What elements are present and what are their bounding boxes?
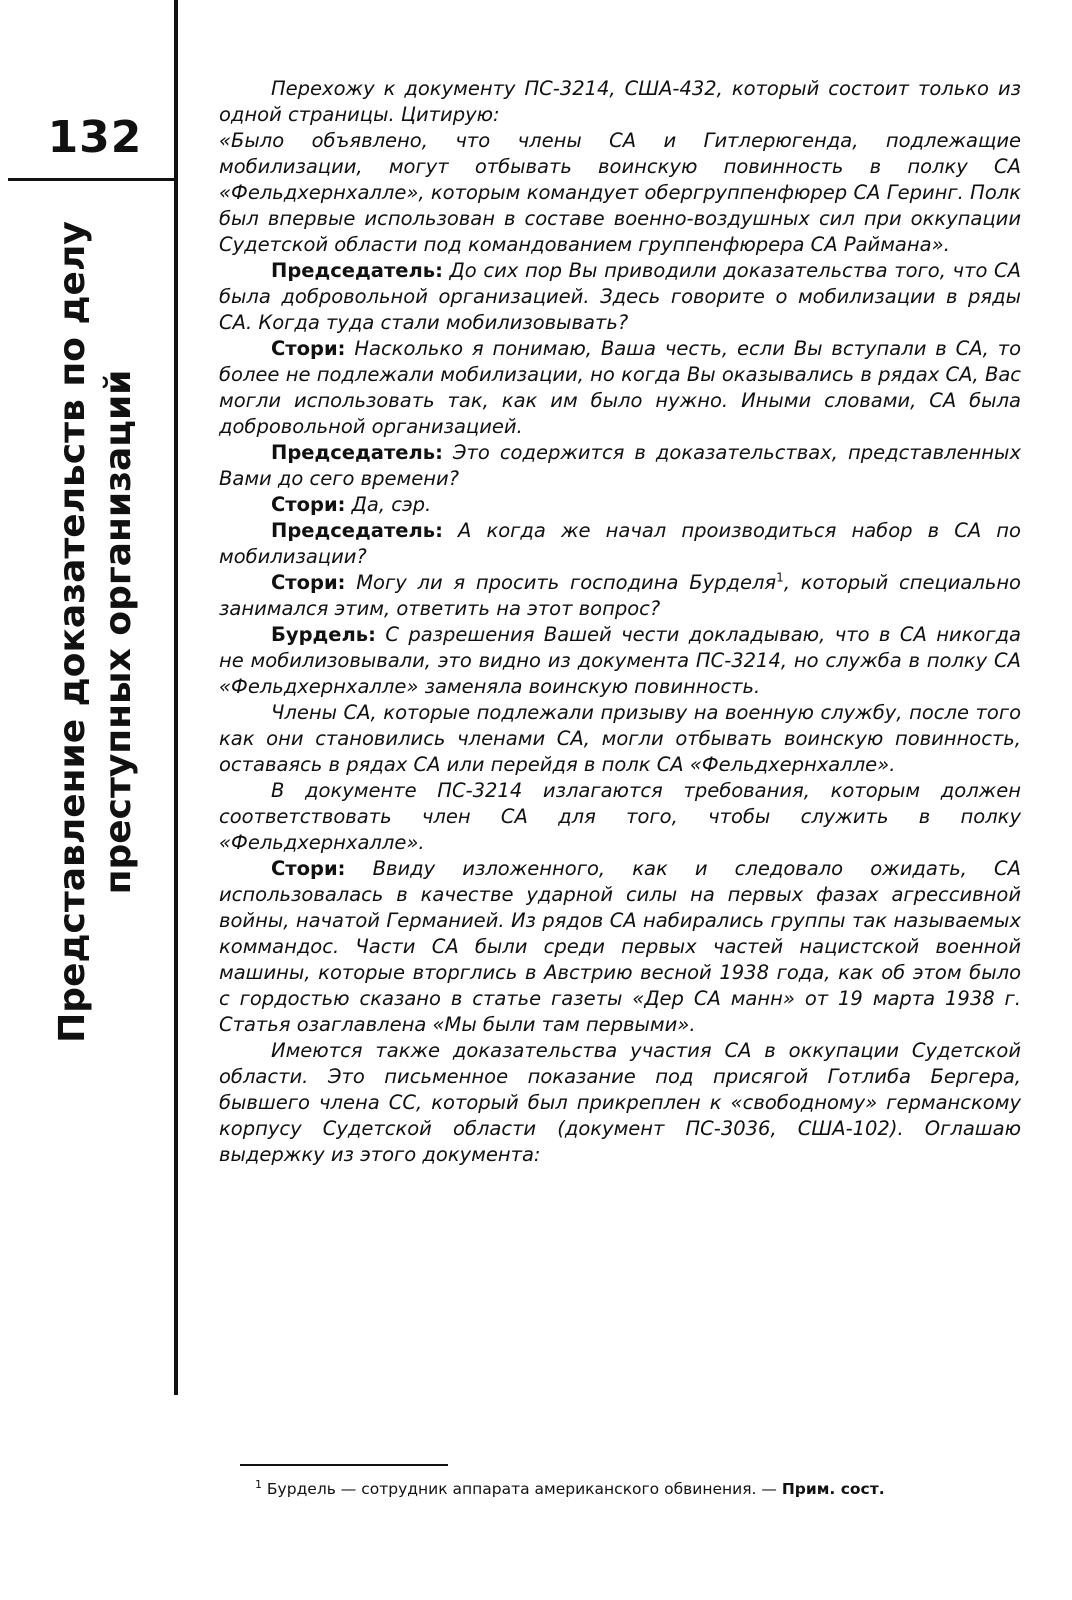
dialogue-line [219,336,1021,440]
speech-text: До сих пор Вы приводили доказательства того, что СА была добровольной организацией. Здесь говорите о мобилизации в ряды СА. Когда туда стали мобилизовывать? [219,259,1021,334]
running-head [50,172,150,1092]
dialogue-line [219,518,1021,570]
speech-text: , который специально занимался этим, ответить на этот вопрос? [219,571,1021,620]
speech-text: Это содержится в доказательствах, представленных Вами до сего времени? [219,441,1021,490]
speaker-label: Стори: [271,571,346,594]
speech-text: Могу ли я просить господина Бурделя [345,571,777,594]
footnote-text: Бурдель — сотрудник аппарата американского обвинения. — [262,1480,782,1498]
speaker-label: Председатель: [271,519,443,542]
main-text [219,76,1021,1168]
speech-text: А когда же начал производиться набор в СА по мобилизации? [219,519,1021,568]
paragraph: Перехожу к документу ПС-3214, США-432, который состоит только из одной страницы. Цитирую: [219,77,1021,126]
footnote-rule [240,1464,448,1466]
paragraph: Имеются также доказательства участия СА в оккупации Судетской области. Это письменное показание под присягой Готлиба Бергера, бывшего члена СС, который был прикреплен к «свободному» германскому корпусу Судетской области (документ ПС-3036, США-102). Оглашаю выдержку из этого документа: [219,1039,1021,1166]
quotation: «Было объявлено, что члены СА и Гитлерюгенда, подлежащие мобилизации, могут отбывать воинскую повинность в полку СА «Фельдхернхалле», которым командует обергруппенфюрер СА Геринг. Полк был впервые использован в составе военно-воздушных сил при оккупации Судетской области под командованием группенфюрера СА Раймана». [219,129,1021,256]
footnote-marker: 1 [255,1477,262,1491]
speech-text: С разрешения Вашей чести докладываю, что в СА никогда не мобилизовывали, это видно из документа ПС-3214, но служба в полку СА «Фельдхернхалле» заменяла воинскую повинность. [219,623,1021,698]
footnote-note: Прим. сост. [781,1480,885,1498]
speech-text: Насколько я понимаю, Ваша честь, если Вы вступали в СА, то более не подлежали мобилизации, но когда Вы оказывались в рядах СА, Вас могли использовать так, как им было нужно. Иными словами, СА была добровольной организацией. [219,337,1021,438]
speaker-label: Председатель: [271,259,443,282]
dialogue-line [219,440,1021,492]
speaker-label: Стори: [271,337,346,360]
dialogue-line [219,258,1021,336]
speaker-label: Председатель: [271,441,443,464]
speech-text: Да, сэр. [345,493,432,516]
speaker-label: Стори: [271,493,346,516]
running-head-line-2: преступных организаций [98,369,139,895]
speech-text: Ввиду изложенного, как и следовало ожидать, СА использовалась в качестве ударной силы на первых фазах агрессивной войны, начатой Германией. Из рядов СА набирались группы так называемых коммандос. Части СА были среди первых частей нацистской военной машины, которые вторглись в Австрию весной 1938 года, как об этом было с гордостью сказано в статье газеты «Дер СА манн» от 19 марта 1938 г. Статья озаглавлена «Мы были там первыми». [219,857,1021,1036]
dialogue-line [219,492,1021,518]
page-number: 132 [47,112,143,163]
running-head-line-1: Представление доказательств по делу [52,221,93,1043]
paragraph: Члены СА, которые подлежали призыву на военную службу, после того как они становились членами СА, могли отбывать воинскую повинность, оставаясь в рядах СА или перейдя в полк СА «Фельдхернхалле». [219,701,1021,776]
paragraph: В документе ПС-3214 излагаются требования, которым должен соответствовать член СА для того, чтобы служить в полку «Фельдхернхалле». [219,779,1021,854]
footnote-reference: 1 [776,570,784,585]
dialogue-line [219,856,1021,1038]
footnote [255,1478,1025,1500]
dialogue-line [219,622,1021,700]
speaker-label: Стори: [271,857,346,880]
dialogue-line [219,570,1021,622]
speaker-label: Бурдель: [271,623,376,646]
margin-rule [174,0,178,1395]
